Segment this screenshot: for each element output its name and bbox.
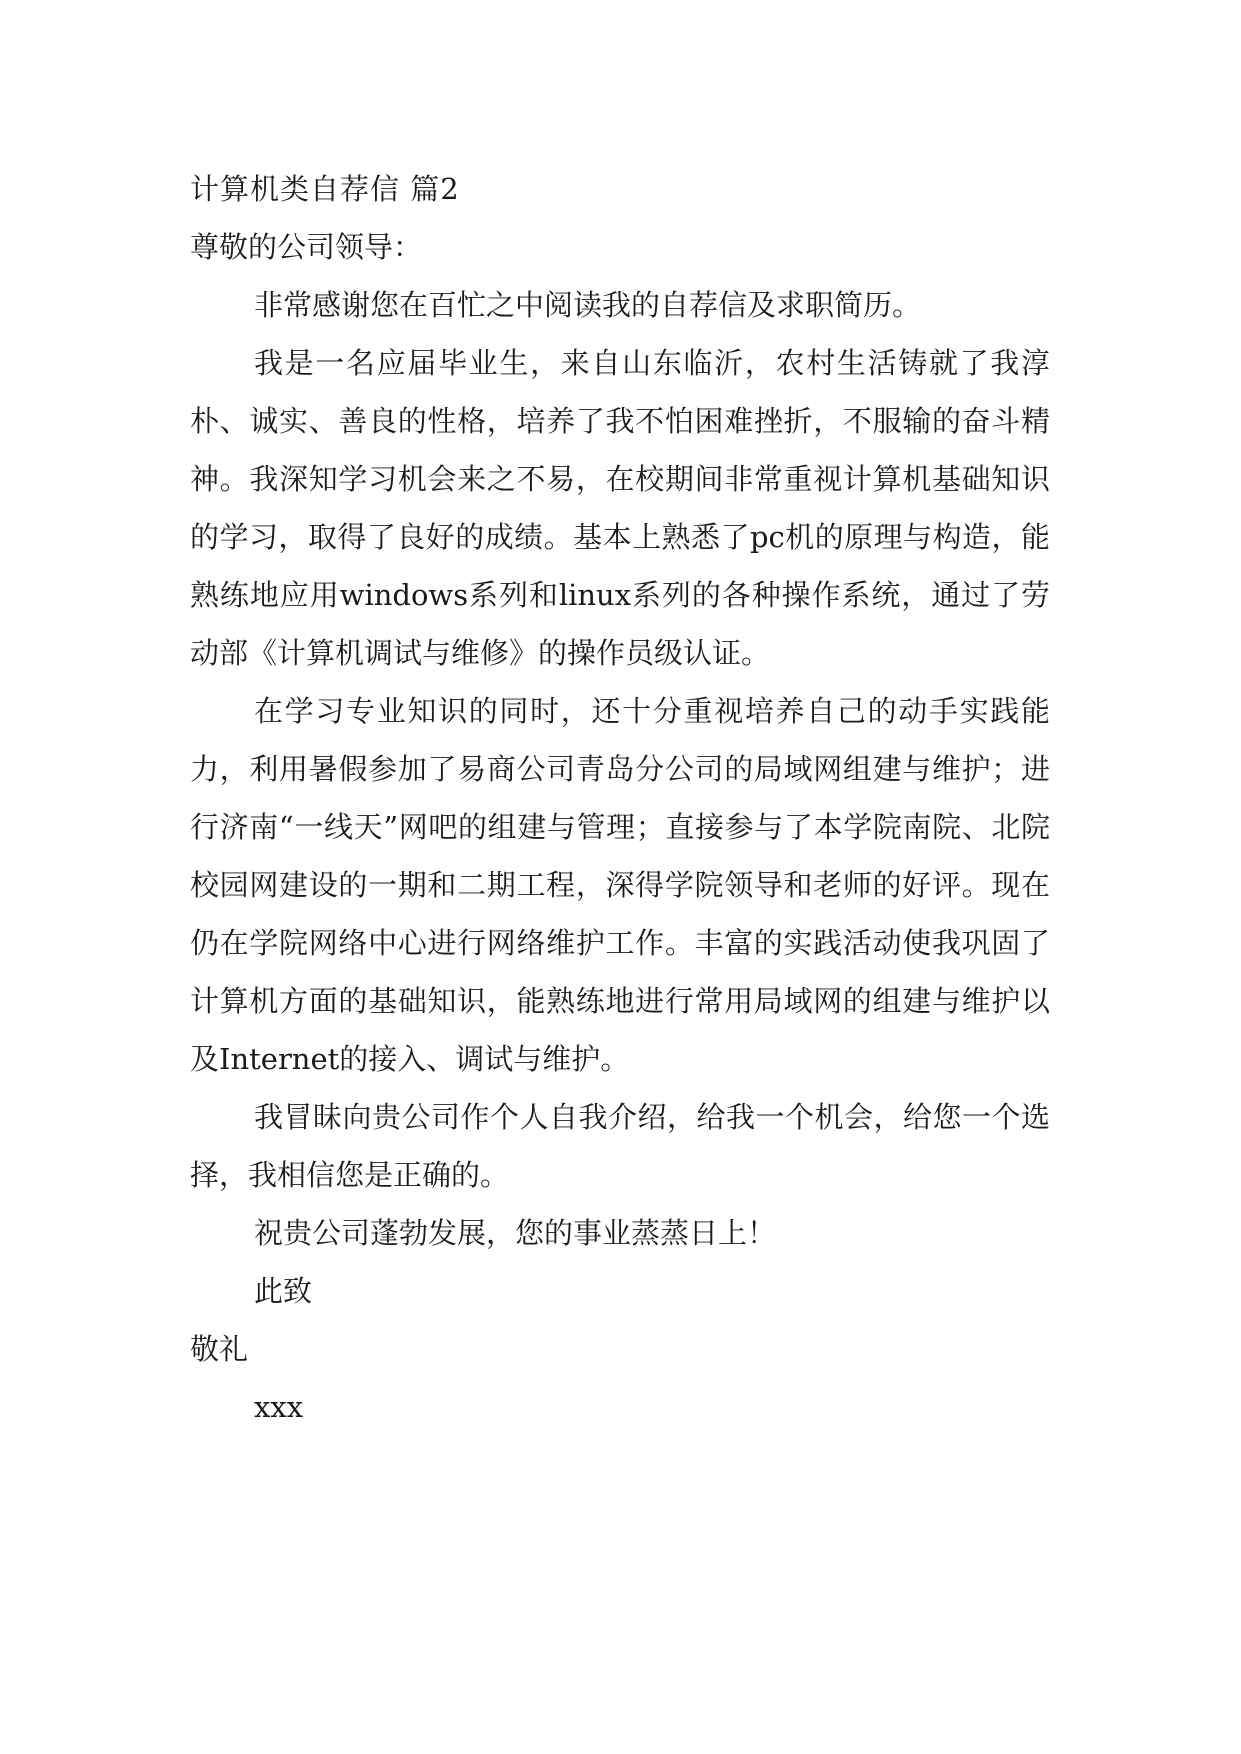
paragraph-request: 我冒昧向贵公司作个人自我介绍，给我一个机会，给您一个选择，我相信您是正确的。 bbox=[190, 1100, 1050, 1192]
salutation: 尊敬的公司领导： bbox=[190, 230, 423, 264]
paragraph-background: 我是一名应届毕业生，来自山东临沂，农村生活铸就了我淳朴、诚实、善良的性格，培养了我不怕困难挫折，不服输的奋斗精神。我深知学习机会来之不易，在校期间非常重视计算机基础知识的学习，取得了良好的成绩。基本上熟悉了pc机的原理与构造，能熟练地应用windows系列和linux系列的各种操作系统，通过了劳动部《计算机调试与维修》的操作员级认证。 bbox=[190, 346, 1050, 670]
letter-title: 计算机类自荐信 篇2 bbox=[190, 172, 460, 206]
paragraph-wishes: 祝贵公司蓬勃发展，您的事业蒸蒸日上！ bbox=[254, 1216, 777, 1250]
signature: xxx bbox=[254, 1390, 304, 1424]
letter-body bbox=[190, 160, 1050, 1436]
paragraph-thanks: 非常感谢您在百忙之中阅读我的自荐信及求职简历。 bbox=[254, 288, 922, 322]
closing-greeting: 此致 bbox=[254, 1274, 313, 1308]
paragraph-practice: 在学习专业知识的同时，还十分重视培养自己的动手实践能力，利用暑假参加了易商公司青岛分公司的局域网组建与维护；进行济南“一线天”网吧的组建与管理；直接参与了本学院南院、北院校园网建设的一期和二期工程，深得学院领导和老师的好评。现在仍在学院网络中心进行网络维护工作。丰富的实践活动使我巩固了计算机方面的基础知识，能熟练地进行常用局域网的组建与维护以及Internet的接入、调试与维护。 bbox=[190, 694, 1050, 1076]
closing-regards: 敬礼 bbox=[190, 1332, 249, 1366]
